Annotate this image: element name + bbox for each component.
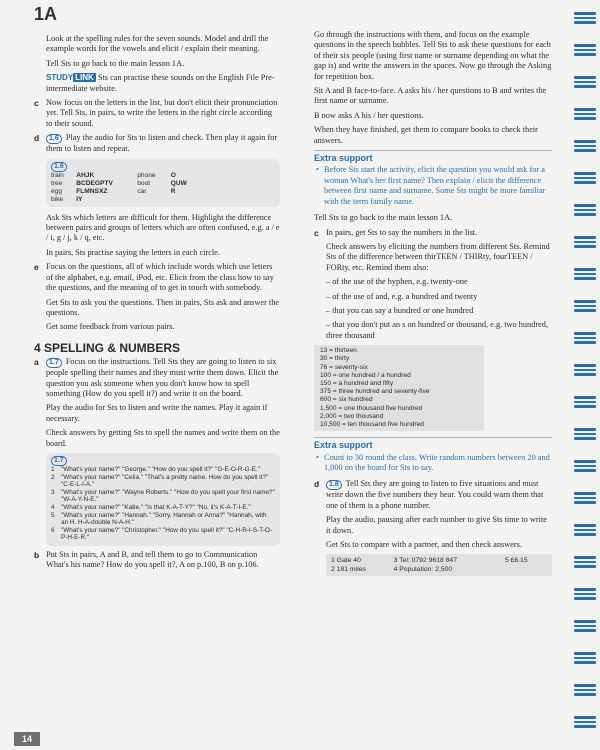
sounds-table-cell: R [170, 187, 176, 195]
sounds-table-cell: BCDEGPTV [76, 179, 113, 187]
dialogue-line [51, 527, 275, 542]
sounds-table-cell: AHJK [76, 171, 95, 179]
sounds-table-cell: bike [51, 195, 64, 203]
dialogue-line-number: 3 [51, 488, 55, 496]
dialogue-line [51, 466, 275, 474]
item-letter: a [34, 357, 39, 368]
answer-cell: 4 Population: 2,500 [393, 566, 453, 574]
sounds-table-cell: train [51, 171, 64, 179]
sounds-table-cell: O [170, 171, 176, 179]
check-answers-paragraph: Check answers by getting Sts to spell the names and write them on the board. [46, 428, 280, 448]
answer-cell: 2 181 miles [331, 566, 366, 574]
binding-ring [574, 76, 596, 88]
page-number: 14 [14, 732, 40, 746]
binding-ring [574, 364, 596, 376]
audio-track-icon: 1.7 [51, 456, 67, 466]
sounds-table-row [51, 172, 201, 180]
item-d-audio [34, 133, 280, 154]
answers-row [331, 556, 547, 565]
number-answer-line: 76 = seventy-six [320, 363, 368, 371]
sounds-table-cell: phone [137, 171, 156, 179]
lesson-title: 1A [34, 4, 58, 24]
sounds-table-cell: car [137, 187, 147, 195]
sounds-table [51, 172, 201, 204]
item-b-text: Put Sts in pairs, A and B, and tell them to go to Communication What's his name? How do you spell it?, A on p.100, B on p.106. [46, 549, 259, 570]
binding-ring [574, 268, 596, 280]
study-link-text: Sts can practise these sounds on the English File Pre-intermediate website. [46, 73, 275, 93]
number-answer-line: 375 = three hundred and seventy-five [320, 388, 430, 396]
dialogue-line [51, 489, 275, 504]
right-column [314, 30, 552, 576]
left-column [34, 34, 280, 575]
sounds-table-row [51, 180, 201, 188]
remind-list [314, 277, 552, 341]
item-c-numbers [314, 228, 552, 238]
item-c-letters [34, 98, 280, 129]
dialogue-line-text: "What's your name?" "Celia." "That's a pretty name. How do you spell it?" "C-E-L-I-A." [61, 473, 269, 489]
sounds-table-row [51, 188, 201, 196]
item-b-communication [34, 550, 280, 571]
dialogue-line-number: 6 [51, 526, 55, 534]
dialogue-line-number: 1 [51, 465, 55, 473]
dialogue-line-text: "What's your name?" "George." "How do you spell it?" "G-E-O-R-G-E." [61, 465, 261, 473]
sounds-table-cell: boot [137, 179, 151, 187]
sounds-table-row [51, 196, 201, 204]
binding-ring [574, 204, 596, 216]
check-numbers-paragraph: Check answers by eliciting the numbers from different Sts. Remind Sts of the difference between thirTEEN / THIRty, fourTEEN / FORty, etc. Remind them also: [326, 241, 550, 272]
extra-support-box-1 [314, 150, 552, 207]
audio-track-icon: 1.8 [326, 480, 342, 490]
play-pausing-paragraph: Play the audio, pausing after each number to give Sts time to write it down. [326, 515, 547, 535]
binding-ring [574, 652, 596, 664]
item-letter: e [34, 262, 39, 273]
numbers-answer-box [314, 345, 484, 431]
binding-ring [574, 492, 596, 504]
binding-ring [574, 588, 596, 600]
b-asks-paragraph: B now asks A his / her questions. [314, 110, 424, 120]
extra-support-text: • Before Sts start the activity, elicit the question you would ask for a woman What's her first name? Then explain / elicit the difference between first name and surname. Some Sts might be more familiar with the term family name. [314, 165, 552, 207]
binding-ring [574, 172, 596, 184]
audio-script-box-1-6 [46, 159, 280, 207]
sounds-table-cell: FLMNSXZ [76, 187, 108, 195]
number-answer-line: 10,500 = ten thousand five hundred [320, 420, 424, 428]
answer-cell: 5 £6.15 [504, 557, 528, 565]
answers-row [331, 565, 547, 574]
sounds-table-cell: QUW [170, 179, 187, 187]
answer-cell: 3 Tel: 0792 9618 847 [393, 557, 457, 565]
number-answer-line: 13 = thirteen [320, 347, 357, 355]
item-d-text: Play the audio for Sts to listen and check. Then play it again for them to listen and repeat. [46, 133, 278, 154]
remind-item: – of the use of and, e.g. a hundred and twenty [326, 291, 478, 301]
binding-ring [574, 684, 596, 696]
binding-ring [574, 428, 596, 440]
answer-cell [505, 565, 547, 574]
sounds-table-cell: IY [76, 195, 83, 203]
dialogue-line-text: "What's your name?" "Christopher." "How do you spell it?" "C-H-R-I-S-T-O-P-H-E-R." [61, 526, 273, 542]
binding-ring [574, 108, 596, 120]
item-d-numbers-text: Tell Sts they are going to listen to five situations and must write down the five numbers they hear. You could warn them that one of them is a phone number. [326, 479, 544, 510]
sounds-table-cell: tree [51, 179, 63, 187]
audio-track-icon: 1.6 [46, 134, 62, 144]
extra-support-title: Extra support [314, 437, 552, 450]
back-to-main-paragraph: Tell Sts to go back to the main lesson 1A. [46, 58, 185, 68]
study-link-label: STUDY LINK [46, 73, 94, 83]
dialogue-line-number: 5 [51, 511, 55, 519]
study-link-paragraph [34, 73, 280, 94]
sounds-table-cell [137, 196, 171, 204]
item-e-text: Focus on the questions, all of which include words which use letters of the alphabet, e.g. email, iPod, etc. Elicit from the class how to say the questions, and the meaning of to get in touch with somebody. [46, 262, 274, 293]
difficult-letters-paragraph: Ask Sts which letters are difficult for them. Highlight the difference between pairs and groups of letters which are often confused, e.g. a / e / i, g / j, k / q, etc. [46, 212, 280, 243]
dialogue-line-number: 4 [51, 503, 55, 511]
binding-ring [574, 620, 596, 632]
item-letter: c [34, 98, 39, 109]
go-through-paragraph: Go through the instructions with them, and focus on the example questions in the speech bubbles. Tell Sts to ask these questions for each of their six people (using first name or surname depending on what the gap is) and write the answers in the spaces. Now go through the Asking for repetition box. [314, 30, 552, 81]
dialogue-line [51, 512, 275, 527]
ask-questions-paragraph: Get Sts to ask you the questions. Then in pairs, Sts ask and answer the questions. [46, 297, 280, 317]
number-answer-line: 2,000 = two thousand [320, 412, 384, 420]
binding-ring [574, 140, 596, 152]
remind-item: – that you don't put an s on hundred or thousand, e.g. two hundred, three thousand [326, 320, 549, 340]
dialogue-list [51, 466, 275, 542]
item-e-questions [34, 262, 280, 293]
binding-ring [574, 396, 596, 408]
binding-ring [574, 556, 596, 568]
number-answer-line: 600 = six hundred [320, 396, 373, 404]
item-c-numbers-text: In pairs, get Sts to say the numbers in the list. [326, 227, 478, 237]
number-answer-line: 100 = one hundred / a hundred [320, 371, 411, 379]
remind-item: – that you can say a hundred or one hundred [326, 305, 474, 315]
dialogue-line [51, 474, 275, 489]
sounds-table-cell [171, 196, 201, 204]
compare-books-paragraph: When they have finished, get them to compare books to check their answers. [314, 125, 538, 145]
item-letter: d [314, 479, 320, 490]
item-d-numbers [314, 479, 552, 511]
extra-support-box-2 [314, 437, 552, 473]
feedback-paragraph: Get some feedback from various pairs. [46, 322, 175, 332]
pairs-paragraph: In pairs, Sts practise saying the letters in each circle. [46, 247, 220, 257]
item-a-names [34, 357, 280, 399]
audio-track-icon: 1.7 [46, 358, 62, 368]
binding-ring [574, 12, 596, 24]
back-to-main-paragraph-2: Tell Sts to go back to the main lesson 1A. [314, 213, 453, 223]
dialogue-line-text: "What's your name?" "Wayne Roberts." "How do you spell your first name?" "W-A-Y-N-E." [61, 488, 275, 504]
numbers-dictation-answers [326, 554, 552, 576]
number-answer-line: 30 = thirty [320, 355, 350, 363]
binding-ring [574, 300, 596, 312]
compare-partner-paragraph: Get Sts to compare with a partner, and then check answers. [326, 540, 522, 550]
binding-ring [574, 332, 596, 344]
dialogue-line-text: "What's your name?" "Hannah." "Sorry, Hannah or Anna?" "Hannah, with an H. H-A-double N-A-H." [61, 511, 267, 527]
section-title-spelling-numbers: 4 SPELLING & NUMBERS [34, 340, 181, 355]
sounds-table-cell: egg [51, 187, 63, 195]
item-letter: d [34, 133, 40, 144]
dialogue-line-text: "What's your name?" "Katie." "Is that K-A-T-Y?" "No, it's K-A-T-I-E." [61, 503, 251, 511]
binding-ring [574, 44, 596, 56]
binding-rings [570, 0, 600, 750]
item-c-text: Now focus on the letters in the list, but don't elicit their pronunciation yet. Tell Sts, in pairs, to write the letters in the right circle according to their sound. [46, 98, 278, 128]
item-a-text: Focus on the instructions. Tell Sts they are going to listen to six people spelling their names and they must write them down. Elicit the question you ask someone when you don't know how to spell something (How do you spell it?) and write it on the board. [46, 357, 279, 398]
binding-ring [574, 524, 596, 536]
dialogue-line [51, 504, 275, 512]
binding-ring [574, 236, 596, 248]
remind-item: – of the use of the hyphen, e.g. twenty-one [326, 277, 468, 287]
sit-face-to-face-paragraph: Sit A and B face-to-face. A asks his / her questions to B and writes the first name or surname. [314, 86, 547, 106]
item-letter: b [34, 549, 40, 560]
play-audio-paragraph: Play the audio for Sts to listen and write the names. Play it again if necessary. [46, 403, 268, 423]
number-answer-line: 150 = a hundred and fifty [320, 379, 394, 387]
intro-paragraph: Look at the spelling rules for the seven sounds. Model and drill the example words for the vowels and elicit / explain their meaning. [46, 34, 269, 54]
answer-cell: 1 Gate 40 [331, 557, 361, 565]
audio-track-icon: 1.6 [51, 162, 67, 172]
audio-script-box-1-7 [46, 453, 280, 546]
item-letter: c [314, 227, 319, 238]
extra-support-text: • Count to 30 round the class. Write random numbers between 20 and 1,000 on the board for Sts to say. [314, 453, 552, 474]
binding-ring [574, 460, 596, 472]
dialogue-line-number: 2 [51, 473, 55, 481]
extra-support-title: Extra support [314, 150, 552, 163]
binding-ring [574, 716, 596, 728]
number-answer-line: 1,500 = one thousand five hundred [320, 404, 423, 412]
